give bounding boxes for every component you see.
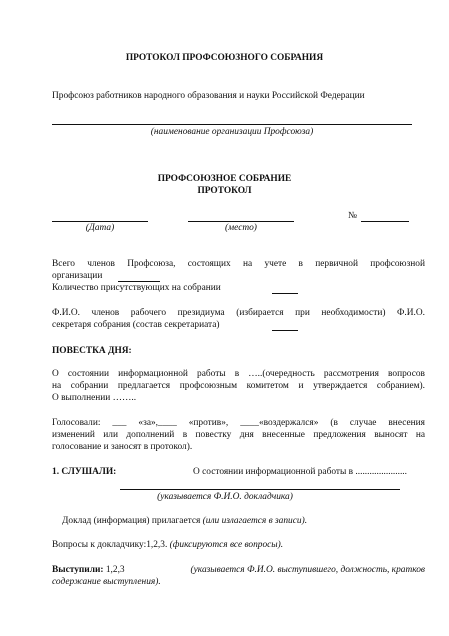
date-underline <box>52 221 148 222</box>
place-underline <box>188 221 294 222</box>
date-caption: (Дата) <box>85 223 115 233</box>
number-sign: № <box>348 211 357 221</box>
agenda-line-3: О выполнении …….. <box>52 393 137 403</box>
vote-line-2: изменений или дополнений в повестку дня внесенные предложения выносят на <box>52 430 425 440</box>
agenda-line-1: О состоянии информационной работы в …..(очередность рассмотрения вопросов <box>52 369 425 379</box>
spoke-label: Выступили: <box>52 565 104 575</box>
spoke-italic-1: (указывается Ф.И.О. выступившего, должность, кратков <box>190 565 425 575</box>
report-italic: (или излагается в записи). <box>202 516 308 526</box>
presidium-underline <box>272 330 298 331</box>
org-name-underline <box>52 124 412 125</box>
report-text: Доклад (информация) прилагается <box>62 516 203 526</box>
vote-line-1: Голосовали: ___ «за»,____ «против», ____«воздержался» (в случае внесения <box>52 418 425 428</box>
members-count-underline <box>118 281 160 282</box>
speaker-caption: (указывается Ф.И.О. докладчика) <box>157 492 293 502</box>
present-label: Количество присутствующих на собрании <box>52 283 221 293</box>
union-name: Профсоюз работников народного образования и науки Российской Федерации <box>52 91 365 101</box>
spoke-italic-2: содержание выступления). <box>52 577 161 587</box>
agenda-heading: ПОВЕСТКА ДНЯ: <box>52 346 132 356</box>
presidium-line-1: Ф.И.О. членов рабочего президиума (избирается при необходимости) Ф.И.О. <box>52 308 425 318</box>
protocol-label: ПРОТОКОЛ <box>197 186 252 196</box>
vote-line-3: голосование и заносят в протокол). <box>52 442 193 452</box>
members-line-1: Всего членов Профсоюза, состоящих на учете в первичной профсоюзной <box>52 259 425 269</box>
agenda-line-2: на собрании предлагается профсоюзным комитетом и утверждается собранием). <box>52 381 425 391</box>
spoke-line-1 <box>52 565 425 577</box>
present-count-underline <box>272 293 298 294</box>
document-title: ПРОТОКОЛ ПРОФСОЮЗНОГО СОБРАНИЯ <box>125 53 324 63</box>
listened-label: 1. СЛУШАЛИ: <box>52 467 117 477</box>
questions-line <box>52 540 283 552</box>
listened-line <box>52 467 407 479</box>
speaker-underline <box>120 489 400 490</box>
place-caption: (место) <box>225 223 257 233</box>
presidium-line-2: секретаря собрания (состав секретариата) <box>52 320 220 330</box>
questions-text: Вопросы к докладчику:1,2,3. <box>52 540 170 550</box>
spoke-text: 1,2,3 <box>103 565 125 575</box>
members-line-2: организации <box>52 271 103 281</box>
number-underline <box>361 221 409 222</box>
org-name-caption: (наименование организации Профсоюза) <box>150 127 314 137</box>
listened-text: О состоянии информационной работы в ...................... <box>193 467 407 477</box>
questions-italic: (фиксируются все вопросы). <box>169 540 284 550</box>
meeting-title: ПРОФСОЮЗНОЕ СОБРАНИЕ <box>157 174 292 184</box>
report-line <box>62 516 307 528</box>
